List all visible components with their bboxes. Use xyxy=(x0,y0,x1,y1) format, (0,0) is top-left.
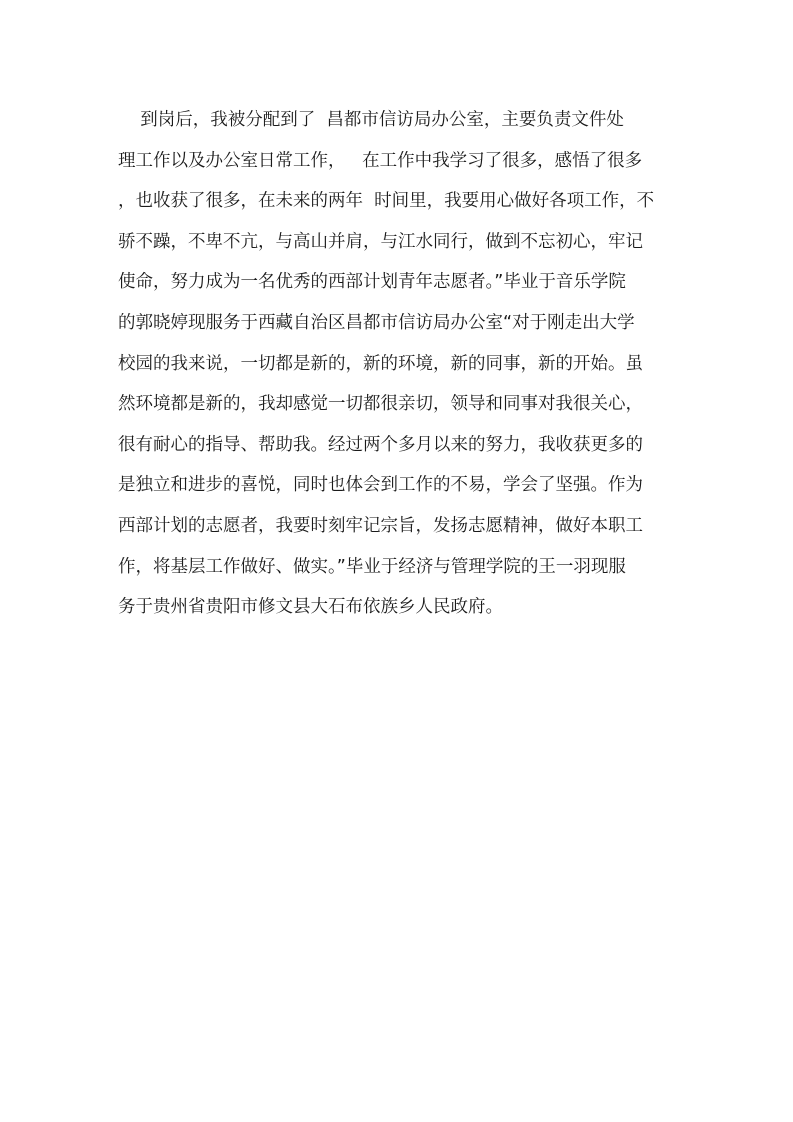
text-line: 使命，努力成为一名优秀的西部计划青年志愿者。”毕业于音乐学院 xyxy=(118,272,626,293)
text-line: 西部计划的志愿者，我要时刻牢记宗旨，发扬志愿精神，做好本职工 xyxy=(118,515,643,536)
text-line: 校园的我来说，一切都是新的，新的环境，新的同事，新的开始。虽 xyxy=(118,353,643,374)
text-line: 很有耐心的指导、帮助我。经过两个多月以来的努力，我收获更多的 xyxy=(118,434,643,455)
text-line: 理工作以及办公室日常工作， 在工作中我学习了很多，感悟了很多 xyxy=(118,150,643,171)
text-line: 务于贵州省贵阳市修文县大石布依族乡人民政府。 xyxy=(118,597,503,618)
text-line: 作，将基层工作做好、做实。”毕业于经济与管理学院的王一羽现服 xyxy=(118,556,626,577)
text-line: ，也收获了很多，在未来的两年 时间里，我要用心做好各项工作，不 xyxy=(118,191,655,212)
text-line: 骄不躁，不卑不亢，与高山并肩，与江水同行，做到不忘初心，牢记 xyxy=(118,231,643,252)
text-line: 是独立和进步的喜悦，同时也体会到工作的不易，学会了坚强。作为 xyxy=(118,475,643,496)
body-paragraph xyxy=(118,100,678,628)
text-line: 到岗后，我被分配到了 昌都市信访局办公室，主要负责文件处 xyxy=(118,110,624,130)
text-line: 的郭晓婷现服务于西藏自治区昌都市信访局办公室“对于刚走出大学 xyxy=(118,312,635,333)
text-line: 然环境都是新的，我却感觉一切都很亲切，领导和同事对我很关心， xyxy=(118,394,643,415)
